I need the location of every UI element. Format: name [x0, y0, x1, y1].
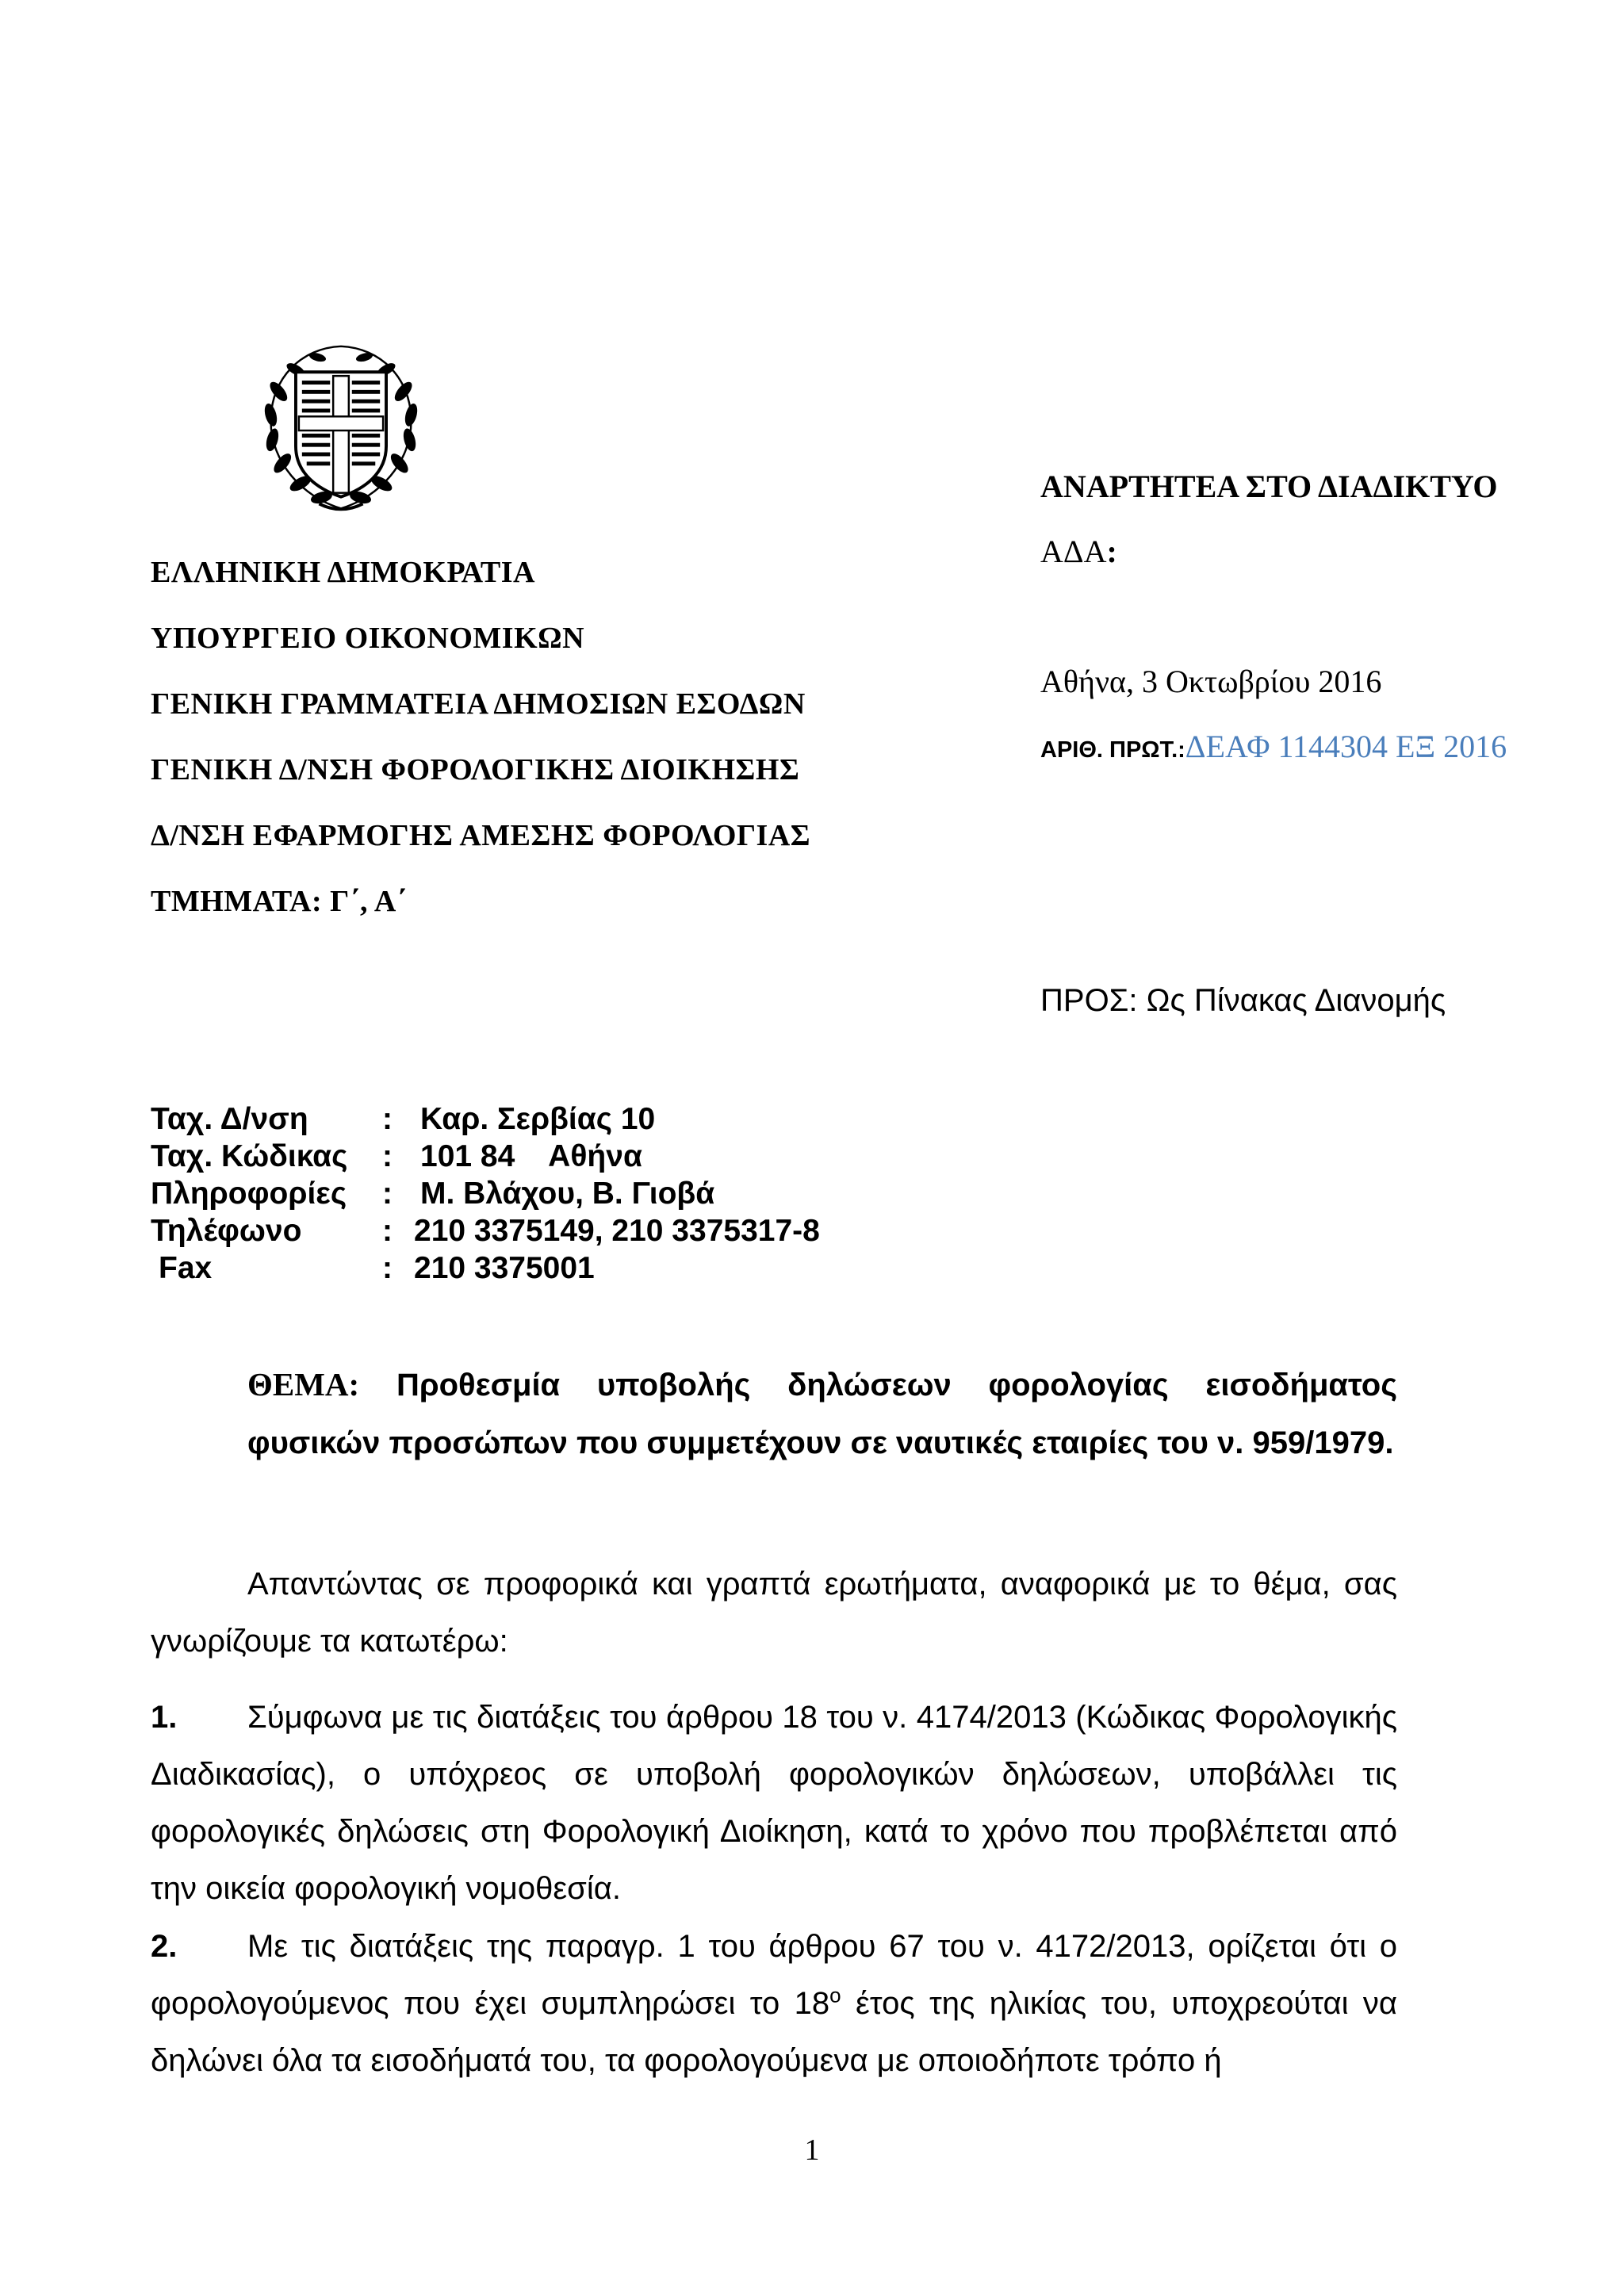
ada-colon: : [1106, 534, 1117, 569]
coat-of-arms-emblem [247, 337, 435, 524]
intro-paragraph: Απαντώντας σε προφορικά και γραπτά ερωτήματα, αναφορικά με το θέμα, σας γνωρίζουμε τα κατωτέρω: [151, 1567, 1397, 1659]
paragraph-number: 1. [151, 1700, 178, 1735]
ada-label: ΑΔΑ [1040, 534, 1107, 569]
authority-line-departments: ΤΜΗΜΑΤΑ: Γ΄, Α΄ [151, 885, 407, 918]
paragraph-2 [151, 1918, 1397, 2089]
contact-label-postcode: Ταχ. Κώδικας [151, 1139, 348, 1173]
paragraph-1 [151, 1689, 1397, 1917]
paragraph-number: 2. [151, 1929, 178, 1964]
contact-colon: : [382, 1102, 393, 1136]
subject-text: Προθεσμία υποβολής δηλώσεων φορολογίας εισοδήματος φυσικών προσώπων που συμμετέχουν σε ναυτικές εταιρίες του ν. 959/1979. [247, 1368, 1397, 1460]
contact-value-postcode: 101 84 Αθήνα [420, 1139, 642, 1173]
page-number: 1 [804, 2133, 820, 2167]
paragraph-text-after: έτος της ηλικίας του, υποχρεούται να δηλώνει όλα τα εισοδήματά του, τα φορολογούμενα με οποιοδήποτε τρόπο ή [151, 1986, 1398, 2078]
contact-colon: : [382, 1139, 393, 1173]
document-date: Αθήνα, 3 Οκτωβρίου 2016 [1040, 664, 1382, 699]
protocol-label: ΑΡΙΘ. ΠΡΩΤ.: [1040, 737, 1185, 763]
protocol-field [1040, 728, 1507, 765]
recipient: ΠΡΟΣ: Ως Πίνακας Διανομής [1040, 983, 1446, 1018]
subject [247, 1356, 1397, 1472]
paragraph-text: Σύμφωνα με τις διατάξεις του άρθρου 18 του ν. 4174/2013 (Κώδικας Φορολογικής Διαδικασίας), ο υπόχρεος σε υποβολή φορολογικών δηλώσεων, υποβάλλει τις φορολογικές δηλώσεις στη Φορολογική Διοίκηση, κατά το χρόνο που προβλέπεται από την οικεία φορολογική νομοθεσία. [151, 1700, 1397, 1906]
ordinal-superscript: ο [829, 1983, 841, 2007]
authority-line-ministry: ΥΠΟΥΡΓΕΙΟ ΟΙΚΟΝΟΜΙΚΩΝ [151, 622, 585, 655]
authority-line-republic: ΕΛΛΗΝΙΚΗ ΔΗΜΟΚΡΑΤΙΑ [151, 556, 535, 589]
contact-label-fax: Fax [159, 1251, 213, 1285]
protocol-number: ΔΕΑΦ 1144304 ΕΞ 2016 [1185, 729, 1507, 764]
authority-line-secretariat: ΓΕΝΙΚΗ ΓΡΑΜΜΑΤΕΙΑ ΔΗΜΟΣΙΩΝ ΕΣΟΔΩΝ [151, 687, 806, 721]
contact-label-info: Πληροφορίες [151, 1177, 347, 1211]
subject-label: ΘΕΜΑ: [247, 1366, 360, 1402]
contact-value-info: Μ. Βλάχου, Β. Γιοβά [420, 1177, 715, 1211]
posting-note: ΑΝΑΡΤΗΤΕΑ ΣΤΟ ΔΙΑΔΙΚΤΥΟ [1040, 469, 1498, 504]
contact-label-phone: Τηλέφωνο [151, 1214, 302, 1248]
contact-colon: : [382, 1177, 393, 1211]
authority-line-directorate: Δ/ΝΣΗ ΕΦΑΡΜΟΓΗΣ ΑΜΕΣΗΣ ΦΟΡΟΛΟΓΙΑΣ [151, 819, 811, 852]
contact-value-phone: 210 3375149, 210 3375317-8 [414, 1214, 820, 1248]
ada-field [1040, 533, 1117, 570]
contact-value-address: Καρ. Σερβίας 10 [420, 1102, 656, 1136]
authority-line-general-directorate: ΓΕΝΙΚΗ Δ/ΝΣΗ ΦΟΡΟΛΟΓΙΚΗΣ ΔΙΟΙΚΗΣΗΣ [151, 753, 800, 786]
contact-label-address: Ταχ. Δ/νση [151, 1102, 308, 1136]
paragraph-text-before: Με τις διατάξεις της παραγρ. 1 του άρθρου 67 του ν. 4172/2013, ορίζεται ότι ο φορολογούμενος που έχει συμπληρώσει το 18 [151, 1929, 1397, 2021]
contact-value-fax: 210 3375001 [414, 1251, 595, 1285]
contact-colon: : [382, 1251, 393, 1285]
contact-colon: : [382, 1214, 393, 1248]
